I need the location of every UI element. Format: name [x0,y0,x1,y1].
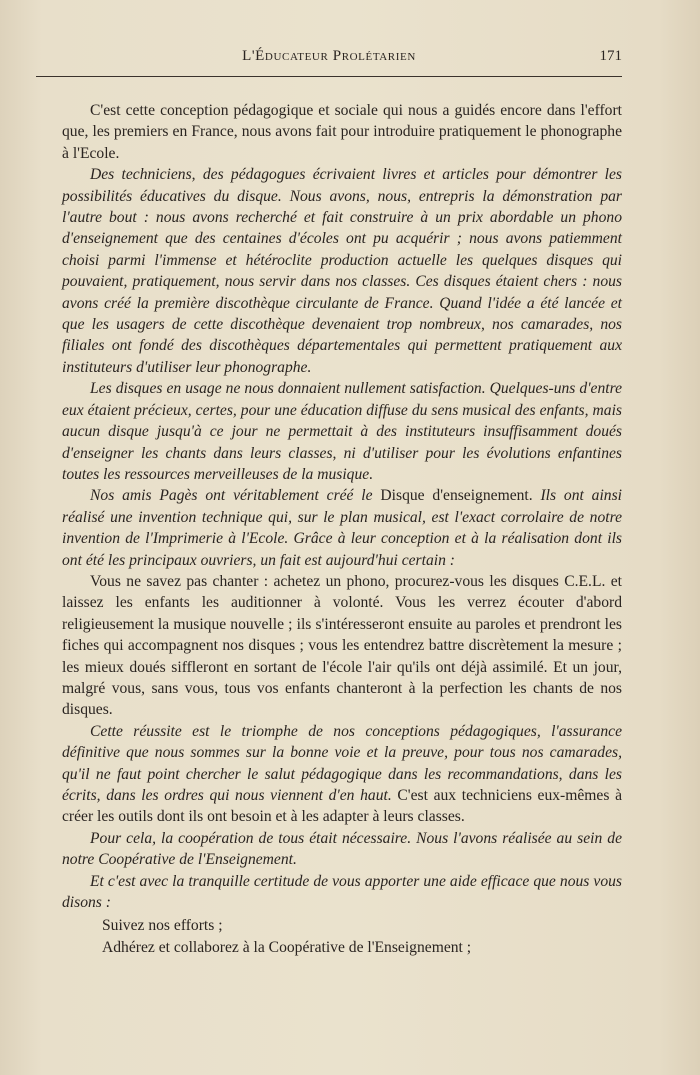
page-header [36,48,622,72]
paragraph-3: Les disques en usage ne nous donnaient nullement satisfaction. Quelques-uns d'entre eux étaient précieux, certes, pour une éducation diffuse du sens musical des enfants, mais aucun disque jusqu'à ce jour ne permettait à des instituteurs insuffisamment doués d'enseigner les chants dans leurs classes, ni d'utiliser pour les évolutions enfantines toutes les ressources merveilleuses de la musique. [62,380,622,483]
paragraph-8: Et c'est avec la tranquille certitude de vous apporter une aide efficace que nous vous disons : [62,872,622,912]
paragraph-2: Des techniciens, des pédagogues écrivaient livres et articles pour démontrer les possibilités éducatives du disque. Nous avons, nous, entrepris la démonstration par l'autre bout : nous avons recherché et fait construire à un prix abordable un phono d'enseignement que des centaines d'écoles ont pu acquérir ; nous avons patiemment choisi parmi l'immense et hétéroclite production actuelle les quelques disques qui pouvaient, pratiquement, nous servir dans nos classes. Ces disques étaient chers : nous avons créé la première discothèque circulante de France. Quand l'idée a été lancée et que les usagers de cette discothèque devenaient trop nombreux, nos camarades, nos filiales ont fondé des discothèques départementales qui permettent pratiquement aux instituteurs d'utiliser leur phonographe. [62,166,622,376]
paragraph-4-lead: Nos amis Pagès ont véritablement créé le [90,487,381,505]
running-title: L'Éducateur Prolétarien [242,48,416,64]
paragraph-4 [62,485,622,571]
page-number: 171 [599,48,622,64]
paragraph-6 [62,721,622,828]
disque-enseignement-term: Disque d'enseignement. [380,487,533,505]
paragraph-6-lead: Cette réussite est le triomphe de nos conceptions pédagogiques, l'assurance définitive que nous sommes sur la bonne voie et la preuve, pour tous nos camarades, qu'il ne faut point chercher le salut pédagogique dans les recommandations, dans les écrits, dans les ordres qui nous viennent d'en haut. [62,722,622,804]
header-rule [36,76,622,77]
paragraph-4-rest: Ils ont ainsi réalisé une invention technique qui, sur le plan musical, est l'exact corrolaire de notre invention de l'Imprimerie à l'Ecole. Grâce à leur conception et à la réalisation dont ils ont été les principaux ouvriers, un fait est aujourd'hui certain : [62,487,622,569]
article-body [62,100,622,958]
paragraph-6-upright: C'est aux techniciens eux-mêmes à créer les outils dont ils ont besoin et à les adapter à leurs classes. [62,787,622,826]
closing-lines [62,915,622,958]
closing-line-2: Adhérez et collaborez à la Coopérative de l'Enseignement ; [102,938,472,956]
closing-line-1: Suivez nos efforts ; [102,917,223,935]
paragraph-7: Pour cela, la coopération de tous était nécessaire. Nous l'avons réalisée au sein de notre Coopérative de l'Enseignement. [62,829,622,869]
paragraph-5: Vous ne savez pas chanter : achetez un phono, procurez-vous les disques C.E.L. et laissez les enfants les auditionner à volonté. Vous les verrez écouter d'abord religieusement la musique nouvelle ; ils s'intéresseront ensuite au paroles et prendront les fiches qui accompagnent nos disques ; vous les entendrez battre discrètement la mesure ; les mieux doués siffleront en sortant de l'école l'air qu'ils ont déjà assimilé. Et un jour, malgré vous, sans vous, tous vos enfants chanteront à la perfection les chants de nos disques. [62,572,622,719]
paragraph-1: C'est cette conception pédagogique et sociale qui nous a guidés encore dans l'effort que, les premiers en France, nous avons fait pour introduire pratiquement le phonographe à l'Ecole. [62,102,622,162]
